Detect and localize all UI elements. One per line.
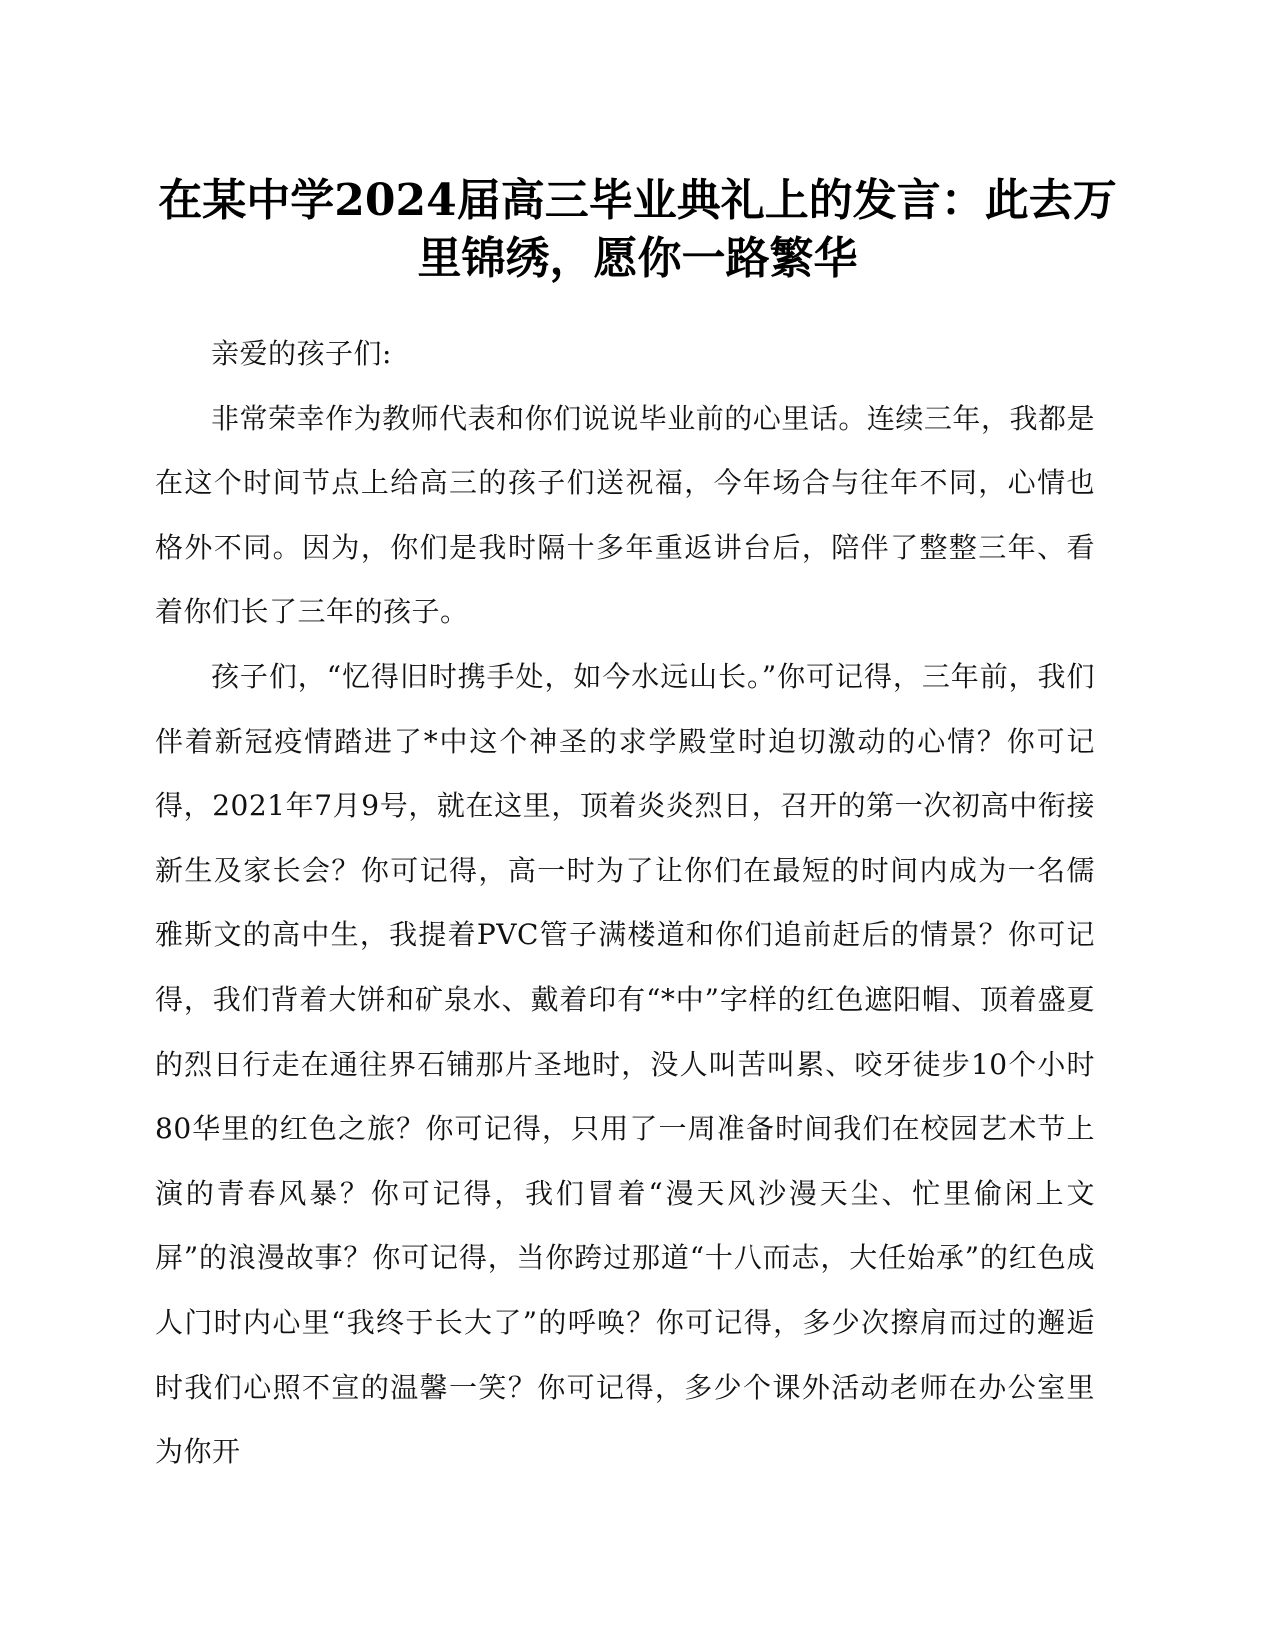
document-title: 在某中学2024届高三毕业典礼上的发言：此去万里锦绣，愿你一路繁华 [158, 175, 1117, 284]
paragraph-intro: 非常荣幸作为教师代表和你们说说毕业前的心里话。连续三年，我都是在这个时间节点上给高三的孩子们送祝福，今年场合与往年不同，心情也格外不同。因为，你们是我时隔十多年重返讲台后，陪伴了整整三年、看着你们长了三年的孩子。 [155, 401, 1095, 629]
document-body [155, 322, 1095, 1485]
paragraph-memories: 孩子们，“忆得旧时携手处，如今水远山长。”你可记得，三年前，我们伴着新冠疫情踏进了*中这个神圣的求学殿堂时迫切激动的心情？你可记得，2021年7月9号，就在这里，顶着炎炎烈日，召开的第一次初高中衔接新生及家长会？你可记得，高一时为了让你们在最短的时间内成为一名儒雅斯文的高中生，我提着PVC管子满楼道和你们追前赶后的情景？你可记得，我们背着大饼和矿泉水、戴着印有“*中”字样的红色遮阳帽、顶着盛夏的烈日行走在通往界石铺那片圣地时，没人叫苦叫累、咬牙徒步10个小时80华里的红色之旅？你可记得，只用了一周准备时间我们在校园艺术节上演的青春风暴？你可记得，我们冒着“漫天风沙漫天尘、忙里偷闲上文屏”的浪漫故事？你可记得，当你跨过那道“十八而志，大任始承”的红色成人门时内心里“我终于长大了”的呼唤？你可记得，多少次擦肩而过的邂逅时我们心照不宣的温馨一笑？你可记得，多少个课外活动老师在办公室里为你开 [155, 659, 1095, 1469]
paragraph-greeting: 亲爱的孩子们: [211, 337, 392, 370]
